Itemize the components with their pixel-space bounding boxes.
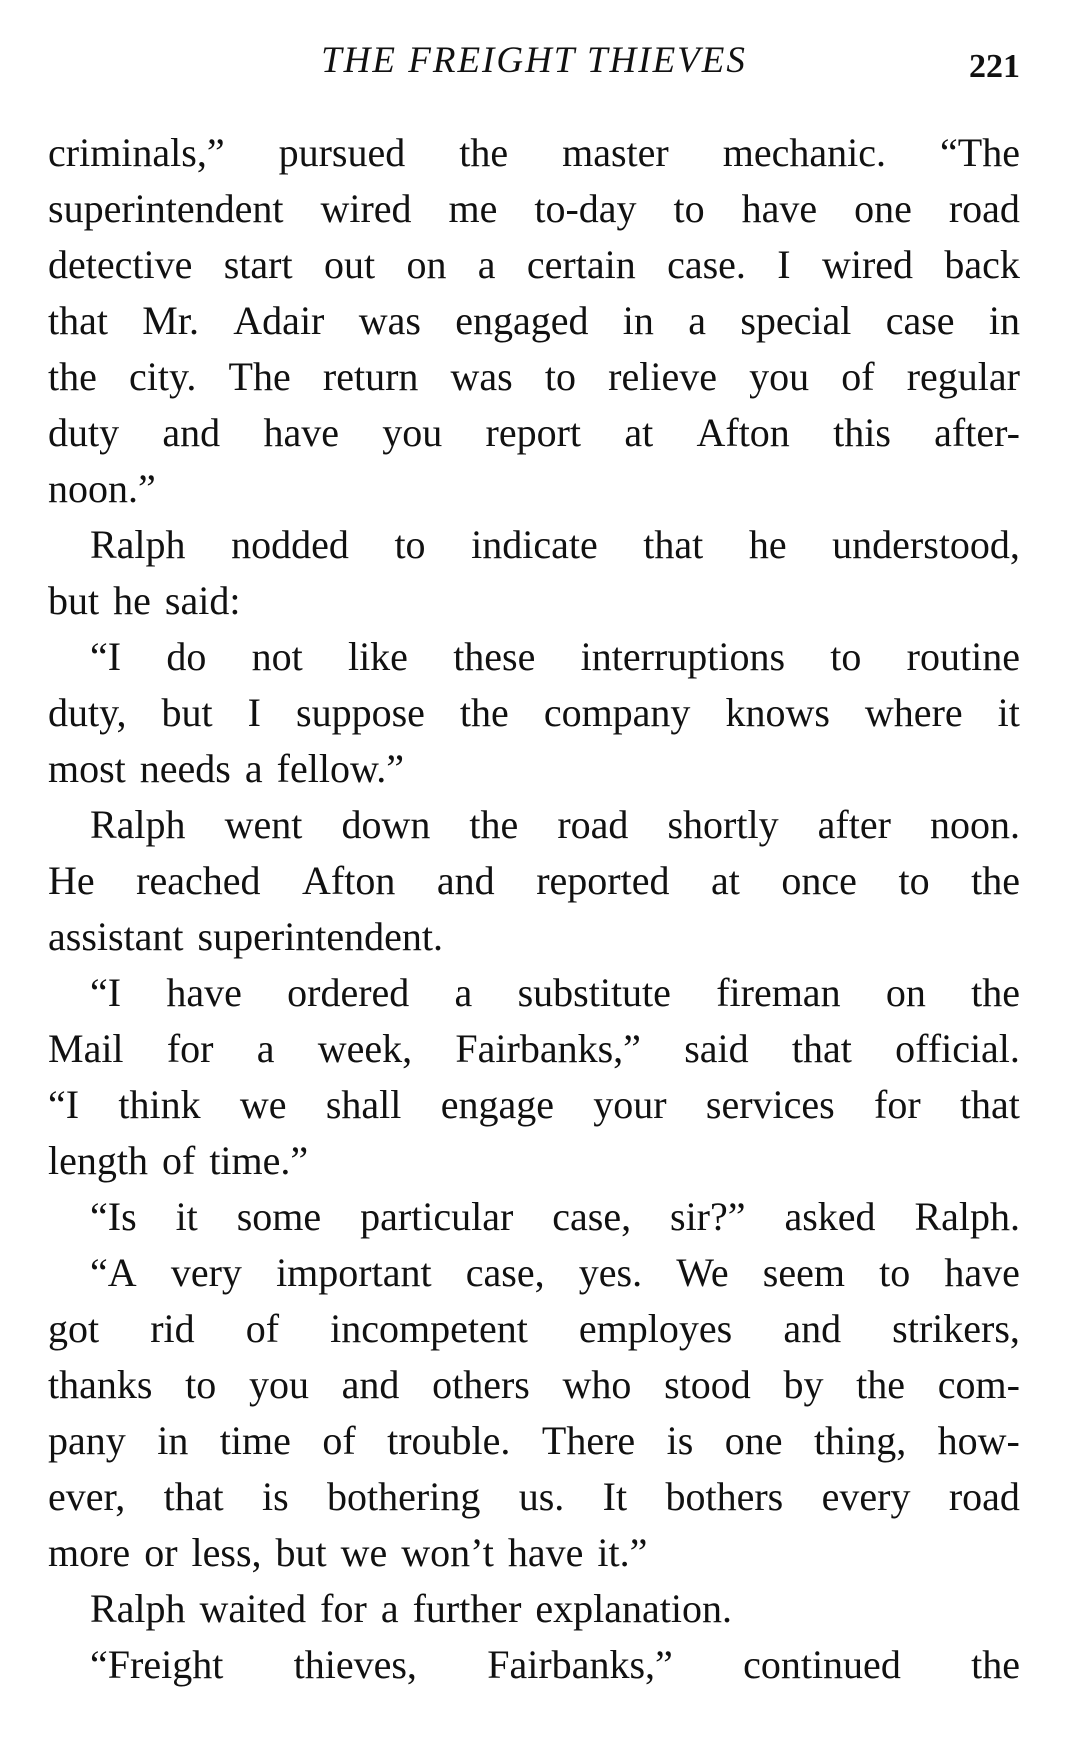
text-line: pany in time of trouble. There is one thing, how- [48,1418,1020,1463]
text-line: “I have ordered a substitute fireman on the [90,970,1020,1015]
text-line: more or less, but we won’t have it.” [48,1530,648,1575]
page-number: 221 [969,48,1020,85]
text-line: but he said: [48,578,241,623]
text-line: He reached Afton and reported at once to the [48,858,1020,903]
text-line: Ralph waited for a further explanation. [90,1586,733,1631]
text-line: Ralph went down the road shortly after noon. [90,802,1020,847]
text-line: thanks to you and others who stood by the com- [48,1362,1020,1407]
running-head: THE FREIGHT THIEVES [321,40,747,81]
text-line: got rid of incompetent employes and strikers, [48,1306,1020,1351]
text-line: “A very important case, yes. We seem to have [90,1250,1020,1295]
text-line: most needs a fellow.” [48,746,404,791]
page-header [48,36,1020,86]
text-line: noon.” [48,466,156,511]
text-line: Mail for a week, Fairbanks,” said that official. [48,1026,1020,1071]
text-line: criminals,” pursued the master mechanic. “The [48,130,1020,175]
text-line: detective start out on a certain case. I wired back [48,242,1020,287]
text-line: duty, but I suppose the company knows where it [48,690,1020,735]
text-line: “Freight thieves, Fairbanks,” continued the [90,1642,1020,1687]
text-line: the city. The return was to relieve you of regular [48,354,1020,399]
text-line: “I think we shall engage your services for that [48,1082,1020,1127]
text-line: duty and have you report at Afton this after- [48,410,1020,455]
text-line: ever, that is bothering us. It bothers every road [48,1474,1020,1519]
text-line: assistant superintendent. [48,914,444,959]
text-line: Ralph nodded to indicate that he understood, [90,522,1020,567]
body-text [48,125,1020,1693]
text-line: length of time.” [48,1138,309,1183]
text-line: superintendent wired me to-day to have one road [48,186,1020,231]
text-line: “I do not like these interruptions to routine [90,634,1020,679]
text-line: “Is it some particular case, sir?” asked Ralph. [90,1194,1020,1239]
text-line: that Mr. Adair was engaged in a special case in [48,298,1020,343]
